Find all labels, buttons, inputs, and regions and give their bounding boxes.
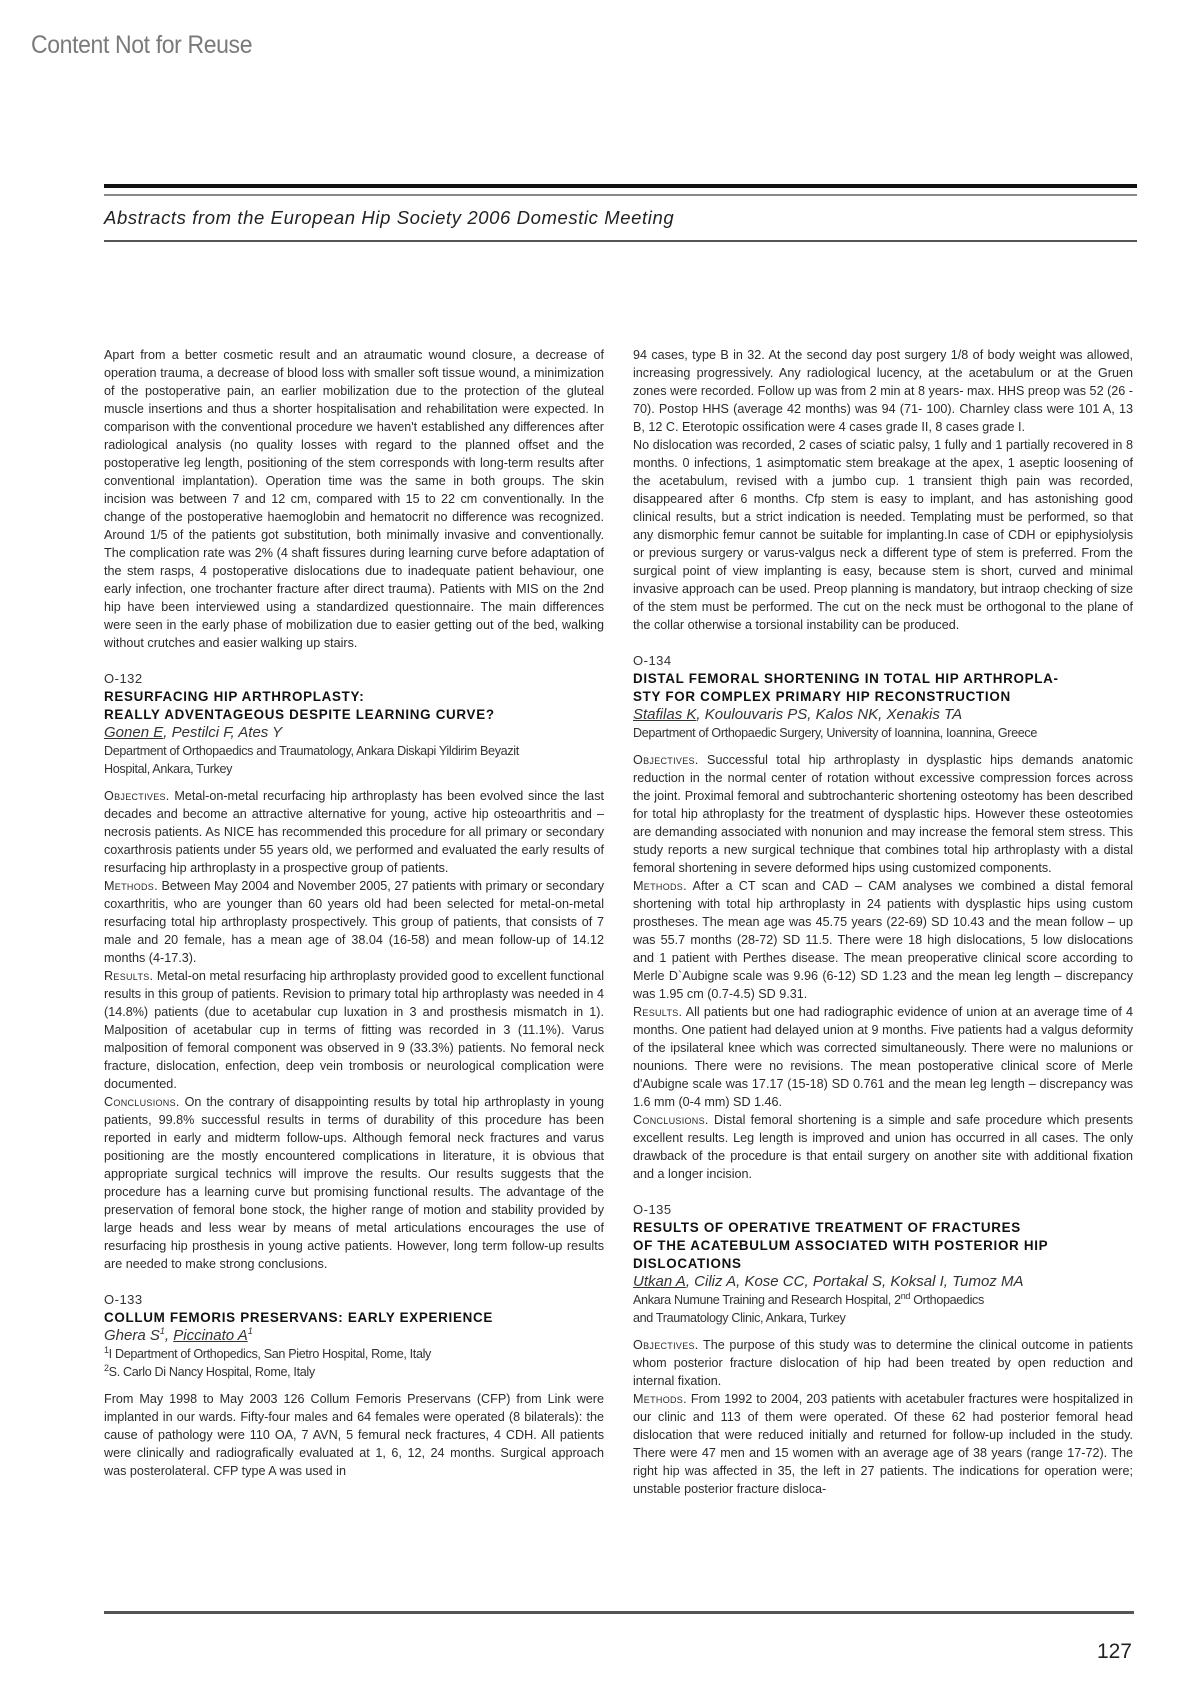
author-name: Tumoz MA <box>952 1273 1024 1290</box>
section-label: Methods. <box>633 1392 687 1406</box>
abstract-title: DISTAL FEMORAL SHORTENING IN TOTAL HIP ARTHROPLA- <box>633 671 1059 686</box>
header-rule-heavy <box>104 184 1137 188</box>
affiliation-line <box>104 1345 604 1363</box>
affiliation-superscript: 2 <box>104 1362 109 1373</box>
abstract-id: O-132 <box>104 671 143 686</box>
section-label: Results. <box>633 1005 683 1019</box>
affiliation-text: Orthopaedics <box>910 1293 984 1307</box>
abstract-title: RESULTS OF OPERATIVE TREATMENT OF FRACTURES <box>633 1220 1021 1235</box>
body-paragraph: No dislocation was recorded, 2 cases of sciatic palsy, 1 fully and 1 partially recovered in 8 months. 0 infections, 1 asimptomatic stem breakage at the apex, 1 aseptic loosening of the acetabulum, revised with a jumbo cup. 1 transient thigh pain was recorded, disappeared after 6 months. Cfp stem is easy to implant, and has astonishing good clinical results, but a strict indication is needed. Templating must be performed, so that any dismorphic femur cannot be suitable for implanting.In case of CDH or epiphysiolysis or previous surgery or varus-valgus neck a different type of stem is preferred. From the surgical point of view implanting is easy, because stem is short, curved and minimal invasive approach can be used. Preop planning is mandatory, but intraop checking of size of the stem must be performed. The cut on the neck must be orthogonal to the plane of the collar otherwise a torsional instability can be produced. <box>633 438 1133 632</box>
author-name: Ates Y <box>238 724 283 741</box>
abstract-section <box>633 751 1133 877</box>
affiliation-text: I Department of Orthopedics, San Pietro Hospital, Rome, Italy <box>108 1347 431 1361</box>
running-title: Abstracts from the European Hip Society 2006 Domestic Meeting <box>104 207 675 228</box>
author-separator: , <box>164 1327 174 1344</box>
author-name: Koulouvaris PS <box>704 706 808 723</box>
affiliation-superscript: 1 <box>104 1344 109 1355</box>
affiliation-superscript: nd <box>900 1290 911 1301</box>
abstract-body <box>104 1390 604 1480</box>
author-name: Kose CC <box>744 1273 805 1290</box>
author-separator: , <box>696 706 705 723</box>
abstract-section <box>104 877 604 967</box>
affiliation-text: Hospital, Ankara, Turkey <box>104 762 233 776</box>
author-affiliation-mark: 1 <box>159 1326 165 1336</box>
author-separator: , <box>685 1273 695 1290</box>
abstract-o-135 <box>633 1201 1133 1498</box>
affiliation-text: and Traumatology Clinic, Ankara, Turkey <box>633 1311 846 1325</box>
abstract-title: RESURFACING HIP ARTHROPLASTY: <box>104 689 365 704</box>
abstract-section <box>633 877 1133 1003</box>
section-label: Conclusions. <box>104 1095 180 1109</box>
abstract-section <box>633 1003 1133 1111</box>
abstract-o-134 <box>633 652 1133 1183</box>
affiliation-line <box>633 1291 1133 1309</box>
author-separator: , <box>807 706 816 723</box>
section-label: Objectives. <box>633 1338 699 1352</box>
body-paragraph: 94 cases, type B in 32. At the second day post surgery 1/8 of body weight was allowed, increasing progressively. Any radiological lucency, at the acetabulum or at the Gruen zones were recorded. Follow up was from 2 min at 8 years- max. HHS preop was 52 (26 - 70). Postop HHS (average 42 months) was 94 (71- 100). Charnley class were 101 A, 13 B, 12 C. Eterotopic ossification were 4 cases grade II, 8 cases grade I. <box>633 348 1133 434</box>
affiliation-text: Department of Orthopaedics and Traumatology, Ankara Diskapi Yildirim Beyazit <box>104 744 519 758</box>
abstract-section <box>104 967 604 1093</box>
section-text: Metal-on metal resurfacing hip arthroplasty provided good to excellent functional results in this group of patients. Revision to primary total hip arthroplasty was needed in 4 (14.8%) patients (due to acetabular cup luxation in 3 and prosthesis mismatch in 1). Malposition of acetabular cup in terms of fitting was recorded in 3 (11.1%). Varus malposition of femoral component was observed in 9 (33.3%) patients. No femoral neck fracture, dislocation, enfection, deep vein trombosis or neurological complication were documented. <box>104 969 604 1091</box>
affiliation-line <box>104 742 604 760</box>
abstract-id: O-134 <box>633 653 672 668</box>
abstract-title: COLLUM FEMORIS PRESERVANS: EARLY EXPERIENCE <box>104 1310 493 1325</box>
section-text: Successful total hip arthroplasty in dysplastic hips demands anatomic reduction in the normal center of rotation without excessive compression forces across the joint. Proximal femoral and subtrochanteric shortening osteotomy has been described for total hip athroplasty for the treatment of dysplastic hips. However these osteotomies are demanding associated with nonunion and may increase the femoral stem stress. This study reports a new surgical technique that combines total hip arthroplasty with a distal femoral shortening in severe deformed hips using customized components. <box>633 753 1133 875</box>
section-label: Conclusions. <box>633 1113 709 1127</box>
author-list <box>633 1273 1133 1291</box>
section-label: Results. <box>104 969 154 983</box>
abstract-section <box>633 1390 1133 1498</box>
section-text: The purpose of this study was to determine the clinical outcome in patients whom posterior fracture dislocation of hip had been treated by open reduction and internal fixation. <box>633 1338 1133 1388</box>
author-name: Utkan A <box>633 1273 686 1290</box>
author-separator: , <box>230 724 239 741</box>
affiliation-text: Ankara Numune Training and Research Hospital, 2 <box>633 1293 901 1307</box>
author-name: Portakal S <box>812 1273 883 1290</box>
abstract-body <box>633 1336 1133 1498</box>
section-text: On the contrary of disappointing results by total hip arthroplasty in young patients, 99.8% successful results in terms of durability of this procedure has been reported in early and midterm follow-ups. Although femoral neck fractures and varus positioning are the mostly encountered complications in literature, it is obvious that appropriate surgical technics will improve the results. Our results suggests that the procedure has a learning curve but promising functional results. The advantage of the preservation of femoral bone stock, the higher range of motion and stability provided by large heads and less wear by means of metal articulations encourages the use of resurfacing hip prosthesis in young active patients. However, long term follow-up results are needed to make strong conclusions. <box>104 1095 604 1271</box>
body-paragraph: Apart from a better cosmetic result and an atraumatic wound closure, a decrease of operation trauma, a decrease of blood loss with smaller soft tissue wound, a minimization of the postoperative pain, an earlier mobilization due to the protection of the gluteal muscle insertions and thus a shorter hospitalisation and rehabilitation were expected. In comparison with the conventional procedure we haven't established any differences after radiological analysis (no quality losses with regard to the planned offset and the postoperative leg length, positioning of the stem corresponds with long-term results after conventional implantation). Operation time was the same in both groups. The skin incision was between 7 and 12 cm, compared with 15 to 22 cm conventionally. In the change of the postoperative haemoglobin and hematocrit no difference was recognized. Around 1/5 of the patients got substitution, both minimally invasive and conventionally. The complication rate was 2% (4 shaft fissures during learning curve before adaptation of the stem rasps, 4 postoperative dislocations due to inadequate patient behaviour, one early infection, one trochanter fracture after direct trauma). Patients with MIS on the 2nd hip have been interviewed using a standardized questionnaire. The main differences were seen in the early phase of mobilization due to easier getting out of the bed, walking without crutches and easier walking up stairs. <box>104 348 604 650</box>
abstract-id: O-135 <box>633 1202 672 1217</box>
abstract-body <box>104 787 604 1273</box>
author-name: Koksal I <box>890 1273 944 1290</box>
author-separator: , <box>882 1273 891 1290</box>
author-name: Stafilas K <box>633 706 697 723</box>
abstract-section <box>633 1111 1133 1183</box>
author-separator: , <box>878 706 887 723</box>
abstract-title: REALLY ADVENTAGEOUS DESPITE LEARNING CURVE? <box>104 707 495 722</box>
abstract-section <box>104 787 604 877</box>
author-name: Ghera S <box>104 1327 160 1344</box>
section-text: From May 1998 to May 2003 126 Collum Femoris Preservans (CFP) from Link were implanted in our wards. Fifty-four males and 64 females were operated (8 bilaterals): the cause of pathology were 110 OA, 7 AVN, 5 femural neck fractures, 4 CDH. All patients were clinically and radiografically evaluated at 1, 6, 12, 24 months. Surgical approach was posterolateral. CFP type A was used in <box>104 1392 604 1478</box>
author-separator: , <box>804 1273 813 1290</box>
author-name: Gonen E <box>104 724 164 741</box>
abstract-section <box>104 1093 604 1273</box>
author-affiliation-mark: 1 <box>247 1326 253 1336</box>
author-list <box>104 1327 604 1345</box>
abstract-title: STY FOR COMPLEX PRIMARY HIP RECONSTRUCTION <box>633 689 1011 704</box>
affiliation-line <box>104 760 604 778</box>
section-text: Distal femoral shortening is a simple and safe procedure which presents excellent results. Leg length is improved and union has occurred in all cases. The only drawback of the procedure is that entail surgery on another site with additional fixation and a longer incision. <box>633 1113 1133 1181</box>
author-separator: , <box>736 1273 745 1290</box>
header-rule-thin <box>104 194 1137 196</box>
page-number: 127 <box>1096 1640 1132 1663</box>
section-text: After a CT scan and CAD – CAM analyses we combined a distal femoral shortening with total hip arthroplasty in 24 patients with dysplastic hips using custom prostheses. The mean age was 45.75 years (22-69) SD 10.43 and the mean follow – up was 55.7 months (28-72) SD 11.5. There were 18 high dislocations, 5 low dislocations and 1 patient with Perthes disease. The mean preoperative clinical score according to Merle D`Aubigne scale was 9.96 (6-12) SD 1.23 and the mean leg length – discrepancy was 1.95 cm (0.7-4.5) SD 9.31. <box>633 879 1133 1001</box>
affiliation-line <box>633 1309 1133 1327</box>
section-text: All patients but one had radiographic evidence of union at an average time of 4 months. One patient had delayed union at 9 months. Five patients had a valgus deformity of the ipsilateral knee which was corrected simultaneously. There were no malunions or nounions. There were no revisions. The mean postoperative clinical score of Merle d'Aubigne scale was 17.17 (15-18) SD 0.761 and the mean leg length – discrepancy was 1.6 mm (0-4 mm) SD 1.46. <box>633 1005 1133 1109</box>
author-name: Ciliz A <box>694 1273 737 1290</box>
section-text: Metal-on-metal recurfacing hip arthroplasty has been evolved since the last decades and become an attractive alternative for young, active hip osteoarthritis and –necrosis patients. As NICE has recommended this procedure for all primary or secondary coxarthrosis patients under 55 years old, we performed and evaluated the early results of resurfacing hip arthroplasty in a prospective group of patients. <box>104 789 604 875</box>
watermark: Content Not for Reuse <box>31 31 253 59</box>
abstract-title: OF THE ACATEBULUM ASSOCIATED WITH POSTERIOR HIP <box>633 1238 1049 1253</box>
author-list <box>104 724 604 742</box>
abstract-o-133 <box>104 1291 604 1480</box>
author-name: Xenakis TA <box>886 706 963 723</box>
header-rule-under <box>104 240 1137 242</box>
abstract-body <box>633 751 1133 1183</box>
abstract-section <box>633 1336 1133 1390</box>
author-list <box>633 706 1133 724</box>
section-label: Objectives. <box>104 789 170 803</box>
section-label: Methods. <box>633 879 687 893</box>
author-name: Piccinato A <box>173 1327 248 1344</box>
author-separator: , <box>943 1273 953 1290</box>
left-column <box>104 346 604 1480</box>
footer-rule <box>104 1611 1134 1614</box>
affiliation-line <box>633 724 1133 742</box>
author-separator: , <box>163 724 172 741</box>
section-text: Between May 2004 and November 2005, 27 patients with primary or secondary coxarthritis, who are younger than 60 years old had been selected for metal-on-metal resurfacing total hip arthroplasty prospectively. This group of patients, that consists of 7 male and 20 female, has a mean age of 38.04 (16-58) and mean follow-up of 14.12 months (4-17.3). <box>104 879 604 965</box>
right-column <box>633 346 1133 1498</box>
affiliation-text: S. Carlo Di Nancy Hospital, Rome, Italy <box>108 1365 315 1379</box>
abstract-section <box>104 1390 604 1480</box>
abstract-title: DISLOCATIONS <box>633 1256 742 1271</box>
abstract-o-132 <box>104 670 604 1273</box>
affiliation-line <box>104 1363 604 1381</box>
affiliation-text: Department of Orthopaedic Surgery, University of Ioannina, Ioannina, Greece <box>633 726 1038 740</box>
author-name: Kalos NK <box>815 706 879 723</box>
section-label: Methods. <box>104 879 158 893</box>
section-label: Objectives. <box>633 753 699 767</box>
section-text: From 1992 to 2004, 203 patients with acetabuler fractures were hospitalized in our clinic and 113 of them were operated. Of these 62 had posterior femoral head dislocation that were reduced initially and returned for follow-up included in the study. There were 47 men and 15 women with an average age of 38 years (range 17-72). The right hip was affected in 35, the left in 27 patients. The indications for operation were; unstable posterior fracture disloca- <box>633 1392 1133 1496</box>
author-name: Pestilci F <box>171 724 231 741</box>
abstract-id: O-133 <box>104 1292 143 1307</box>
